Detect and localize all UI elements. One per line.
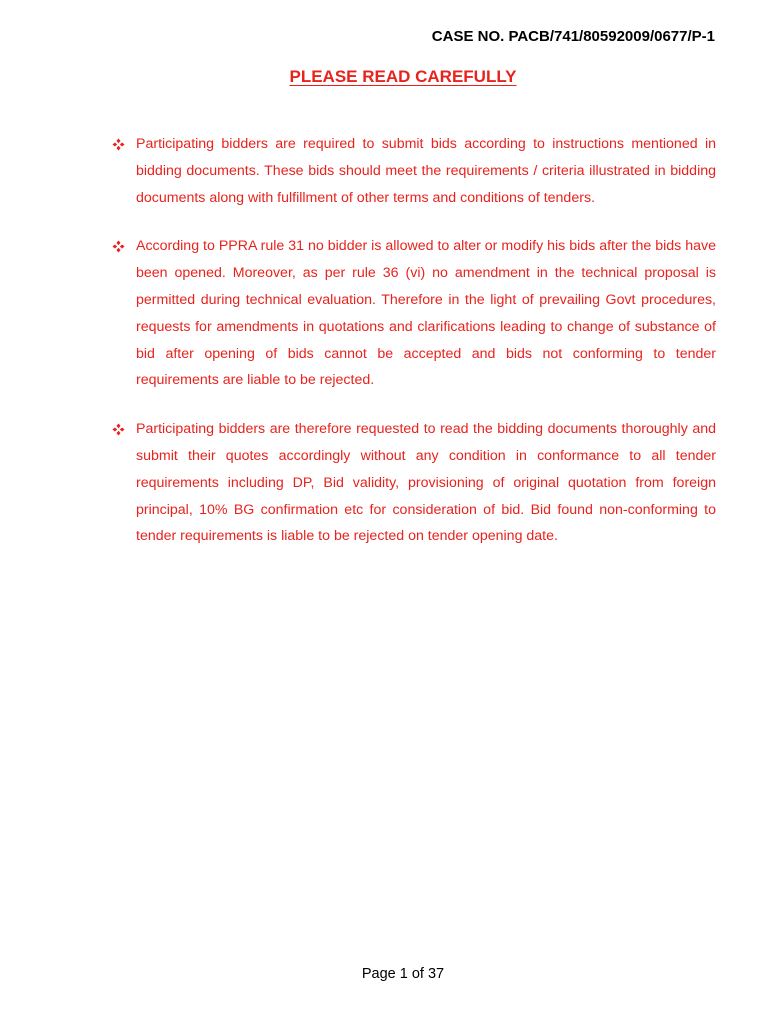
list-item-text: Participating bidders are therefore requested to read the bidding documents thoroughly and submit their quotes accordingly without any condition in conformance to all tender requirements including DP, Bid validity, provisioning of original quotation from foreign principal, 10% BG confirmation etc for consideration of bid. Bid found non-conforming to tender requirements is liable to be rejected on tender opening date. <box>136 421 716 545</box>
list-item <box>112 131 716 211</box>
page-title: PLEASE READ CAREFULLY <box>289 67 517 86</box>
page-number: Page 1 of 37 <box>361 966 445 982</box>
diamond-bullet-icon <box>112 423 125 436</box>
case-number: CASE NO. PACB/741/80592009/0677/P-1 <box>431 28 715 45</box>
list-item-text: According to PPRA rule 31 no bidder is allowed to alter or modify his bids after the bids have been opened. Moreover, as per rule 36 (vi) no amendment in the technical proposal is permitted during technical evaluation. Therefore in the light of prevailing Govt procedures, requests for amendments in quotations and clarifications leading to change of substance of bid after opening of bids cannot be accepted and bids not conforming to tender requirements are liable to be rejected. <box>136 238 716 389</box>
list-item <box>112 416 716 550</box>
instruction-list <box>112 131 716 572</box>
list-item <box>112 233 716 394</box>
list-item-text: Participating bidders are required to submit bids according to instructions mentioned in bidding documents. These bids should meet the requirements / criteria illustrated in bidding documents along with fulfillment of other terms and conditions of tenders. <box>136 136 716 206</box>
diamond-bullet-icon <box>112 138 125 151</box>
diamond-bullet-icon <box>112 240 125 253</box>
